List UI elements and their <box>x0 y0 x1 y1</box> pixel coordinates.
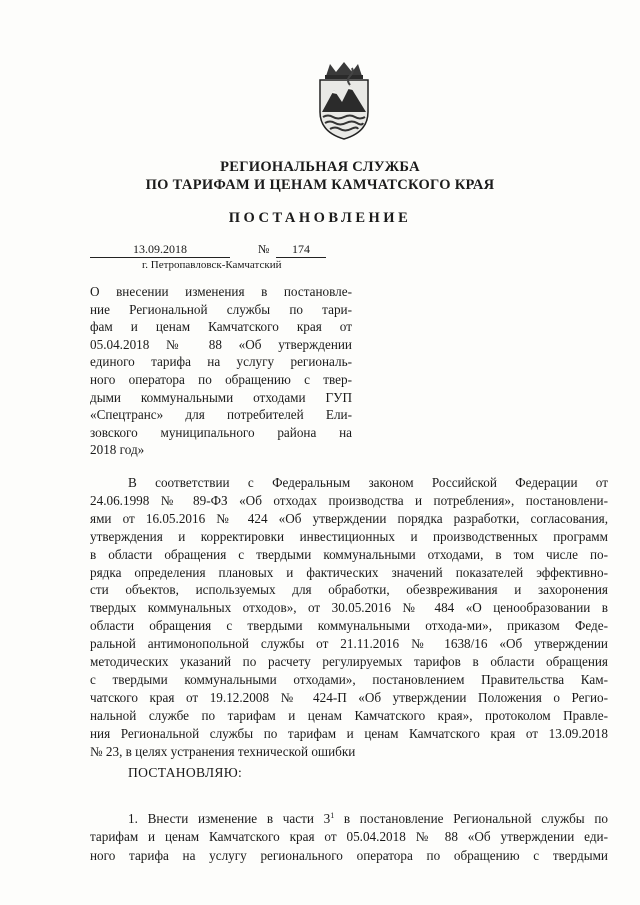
subject-line: единого тарифа на услугу региональ- <box>90 354 352 370</box>
preamble-line: утверждения и корректировки инвестиционных и производственных программ <box>90 528 608 544</box>
preamble-line: ями от 16.05.2016 № 424 «Об утверждении порядка разработки, согласования, <box>90 510 608 526</box>
preamble-line: 24.06.1998 № 89-ФЗ «Об отходах производства и потребления», постановлени- <box>90 492 608 508</box>
preamble-line: рядка определения плановых и фактических значений показателей эффективно- <box>90 564 608 580</box>
document-number: 174 <box>276 242 326 258</box>
preamble-paragraph <box>90 474 608 761</box>
preamble-line: твердых коммунальных отходов», от 30.05.2016 № 484 «О ценообразовании в <box>90 600 608 616</box>
subject-line: 2018 год» <box>90 442 145 458</box>
subject-line: ного оператора по обращению с твер- <box>90 371 352 387</box>
clause-1 <box>90 810 608 865</box>
preamble-line: в области обращения с твердыми коммунальными отходами, в том числе по- <box>90 546 608 562</box>
resolve-heading: ПОСТАНОВЛЯЮ: <box>128 765 243 780</box>
org-name-line1: РЕГИОНАЛЬНАЯ СЛУЖБА <box>220 159 420 175</box>
document-type: ПОСТАНОВЛЕНИЕ <box>228 210 412 226</box>
subject-line: ние Региональной службы по тари- <box>90 301 352 317</box>
preamble-line: области обращения с твердыми коммунальными отхода-ми», приказом Феде- <box>90 618 608 634</box>
clause-line: тарифам и ценам Камчатского края от 05.04.2018 № 88 «Об утверждении еди- <box>90 829 608 845</box>
clause-text: в постановление Региональной службы по <box>334 811 608 826</box>
subject-line: фам и ценам Камчатского края от <box>90 319 352 335</box>
preamble-line: методических указаний по расчету регулируемых тарифов в области обращения <box>90 654 608 670</box>
date-number-line <box>90 242 340 258</box>
preamble-line: нальной службе по тарифам и ценам Камчатского края», протоколом Правле- <box>90 707 608 723</box>
document-subject <box>90 283 352 459</box>
preamble-line: ральной антимонопольной службы от 21.11.2016 № 1638/16 «Об утверждении <box>90 636 608 652</box>
preamble-line: № 23, в целях устранения технической ошибки <box>90 743 356 759</box>
subject-line: «Спецтранс» для потребителей Ели- <box>90 407 352 423</box>
preamble-line: В соответствии с Федеральным законом Российской Федерации от <box>128 475 608 490</box>
subject-line: зовского муниципального района на <box>90 424 352 440</box>
subject-line: 05.04.2018 № 88 «Об утверждении <box>90 336 352 352</box>
subject-line: дыми коммунальными отходами ГУП <box>90 389 352 405</box>
preamble-line: ния Региональной службы по тарифам и ценам Камчатского края от 13.09.2018 <box>90 725 608 741</box>
subject-line: О внесении изменения в постановле- <box>90 284 352 299</box>
org-name-line2: ПО ТАРИФАМ И ЦЕНАМ КАМЧАТСКОГО КРАЯ <box>145 177 495 193</box>
clause-text: 1. Внести изменение в части 3 <box>128 811 331 826</box>
number-sign: № <box>258 242 270 256</box>
document-city: г. Петропавловск-Камчатский <box>142 259 282 271</box>
document-date: 13.09.2018 <box>90 242 230 258</box>
kamchatka-coat-of-arms-icon <box>312 62 376 140</box>
clause-line: ного тарифа на услугу регионального оператора по обращению с твердыми <box>90 847 608 863</box>
preamble-line: чатского края от 19.12.2008 № 424-П «Об утверждении Положения о Регио- <box>90 689 608 705</box>
preamble-line: с твердыми коммунальными отходами», постановлением Правительства Кам- <box>90 671 608 687</box>
clause-superscript: 1 <box>330 811 335 820</box>
preamble-line: сти объектов, используемых для обработки, обезвреживания и захоронения <box>90 582 608 598</box>
clause-line <box>90 810 608 828</box>
